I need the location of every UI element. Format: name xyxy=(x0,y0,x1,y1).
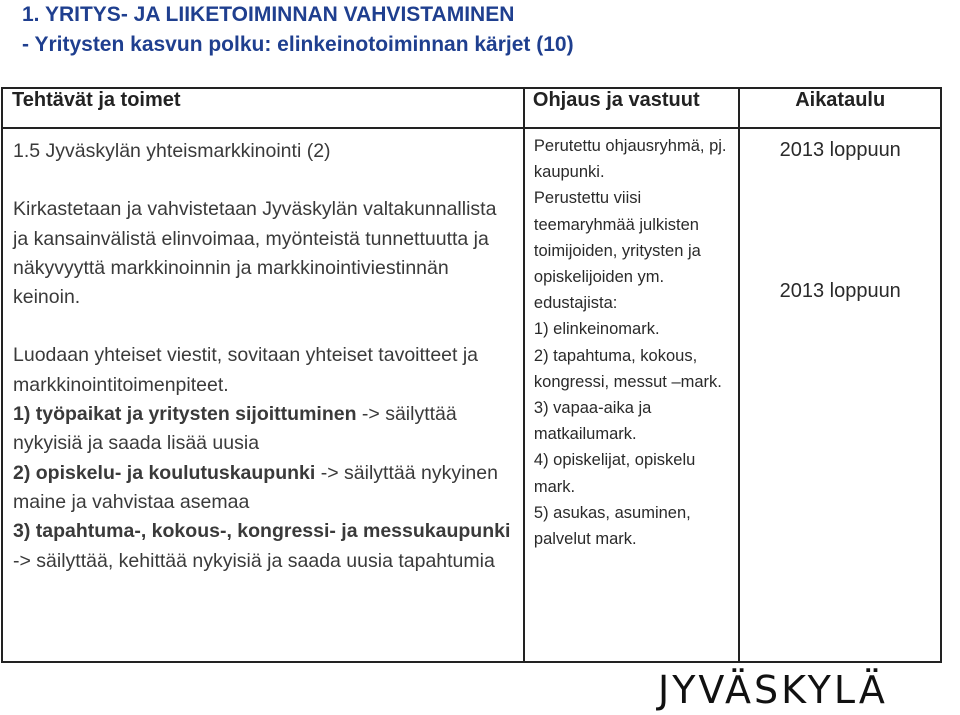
list-item: 2) tapahtuma, kokous, kongressi, messut –mark. xyxy=(533,346,722,391)
section-heading: 1.5 Jyväskylän yhteismarkkinointi (2) xyxy=(13,140,331,162)
tasks-table xyxy=(1,87,942,663)
responsibility-cell xyxy=(524,128,740,662)
list-item: 1) elinkeinomark. xyxy=(533,320,660,339)
jyvaskyla-logo: JYVÄSKYLÄ xyxy=(658,668,888,712)
paragraph-purpose: Kirkastetaan ja vahvistetaan Jyväskylän valtakunnallista ja kansainvälistä elinvoimaa, myönteistä tunnettuutta ja näkyvyyttä markkinoinnin ja markkinointiviestinnän keinoin. xyxy=(13,198,497,309)
list-item: Perutettu ohjausryhmä, pj. kaupunki. xyxy=(533,137,727,182)
schedule-item: 2013 loppuun xyxy=(779,280,901,302)
header-schedule: Aikataulu xyxy=(739,88,941,128)
schedule-item: 2013 loppuun xyxy=(779,139,901,161)
tasks-cell xyxy=(2,128,524,662)
paragraph-goals: Luodaan yhteiset viestit, sovitaan yhteiset tavoitteet ja markkinointitoimenpiteet. xyxy=(13,344,479,396)
header-responsibility: Ohjaus ja vastuut xyxy=(524,88,740,128)
header-tasks: Tehtävät ja toimet xyxy=(2,88,524,128)
list-item: 4) opiskelijat, opiskelu mark. xyxy=(533,451,696,496)
table-header-row xyxy=(2,88,941,128)
list-item: 2) opiskelu- ja koulutuskaupunki -> säilyttää nykyinen maine ja vahvistaa asemaa xyxy=(13,461,498,513)
schedule-cell xyxy=(739,128,941,662)
list-item: 3) tapahtuma-, kokous-, kongressi- ja messukaupunki -> säilyttää, kehittää nykyisiä ja saada uusia tapahtumia xyxy=(13,520,511,572)
slide-title: 1. YRITYS- JA LIIKETOIMINNAN VAHVISTAMINEN xyxy=(22,3,515,26)
list-item: 1) työpaikat ja yritysten sijoittuminen -> säilyttää nykyisiä ja saada lisää uusia xyxy=(13,403,457,455)
table-row xyxy=(2,128,941,662)
list-item: 5) asukas, asuminen, palvelut mark. xyxy=(533,503,691,549)
slide-subtitle: - Yritysten kasvun polku: elinkeinotoiminnan kärjet (10) xyxy=(22,33,574,56)
list-item: 3) vapaa-aika ja matkailumark. xyxy=(533,399,652,444)
list-item: Perustettu viisi teemaryhmää julkisten toimijoiden, yritysten ja opiskelijoiden ym. edustajista: xyxy=(533,189,701,313)
